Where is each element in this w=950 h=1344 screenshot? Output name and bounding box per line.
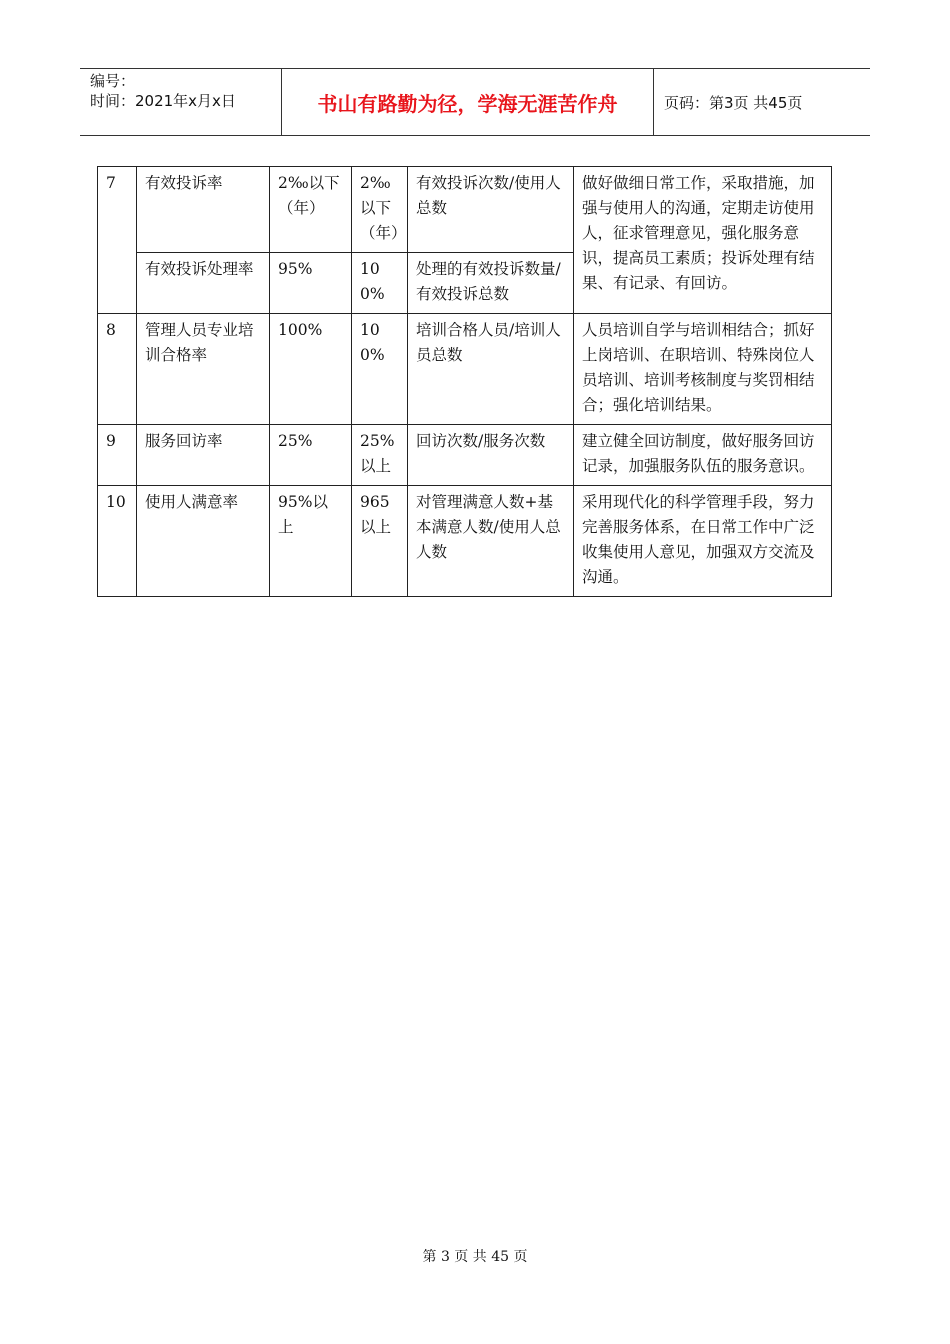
kpi-table bbox=[97, 166, 832, 597]
measure: 人员培训自学与培训相结合；抓好上岗培训、在职培训、特殊岗位人员培训、培训考核制度与奖罚相结合；强化培训结果。 bbox=[574, 314, 832, 425]
measure: 做好做细日常工作，采取措施，加强与使用人的沟通，定期走访使用人，征求管理意见，强化服务意识，提高员工素质；投诉处理有结果、有记录、有回访。 bbox=[574, 167, 832, 314]
measure: 采用现代化的科学管理手段，努力完善服务体系，在日常工作中广泛收集使用人意见，加强双方交流及沟通。 bbox=[574, 486, 832, 597]
target-value: 25%以上 bbox=[352, 425, 408, 486]
row-number: 8 bbox=[98, 314, 137, 425]
formula: 对管理满意人数+基本满意人数/使用人总人数 bbox=[408, 486, 574, 597]
target-value: 100% bbox=[352, 253, 408, 314]
target-value: 2‰以下（年） bbox=[352, 167, 408, 253]
table-row bbox=[98, 425, 832, 486]
indicator-name: 使用人满意率 bbox=[137, 486, 270, 597]
header-info bbox=[80, 69, 282, 135]
formula: 培训合格人员/培训人员总数 bbox=[408, 314, 574, 425]
target-value: 100% bbox=[352, 314, 408, 425]
table-row bbox=[98, 167, 832, 253]
indicator-name: 有效投诉率 bbox=[137, 167, 270, 253]
standard-value: 95% bbox=[270, 253, 352, 314]
header-page-number: 页码：第3页 共45页 bbox=[664, 93, 803, 112]
standard-value: 100% bbox=[270, 314, 352, 425]
indicator-name: 有效投诉处理率 bbox=[137, 253, 270, 314]
target-value: 965以上 bbox=[352, 486, 408, 597]
formula: 回访次数/服务次数 bbox=[408, 425, 574, 486]
standard-value: 2‰以下（年） bbox=[270, 167, 352, 253]
indicator-name: 管理人员专业培训合格率 bbox=[137, 314, 270, 425]
table-row bbox=[98, 486, 832, 597]
row-number: 9 bbox=[98, 425, 137, 486]
page-footer: 第 3 页 共 45 页 bbox=[422, 1249, 528, 1265]
formula: 处理的有效投诉数量/有效投诉总数 bbox=[408, 253, 574, 314]
standard-value: 25% bbox=[270, 425, 352, 486]
row-number: 10 bbox=[98, 486, 137, 597]
header-motto: 书山有路勤为径，学海无涯苦作舟 bbox=[282, 69, 654, 135]
code-label: 编号： bbox=[90, 72, 136, 90]
page-header bbox=[80, 68, 870, 136]
measure: 建立健全回访制度，做好服务回访记录，加强服务队伍的服务意识。 bbox=[574, 425, 832, 486]
row-number: 7 bbox=[98, 167, 137, 314]
table-row bbox=[98, 314, 832, 425]
date-label: 时间：2021年x月x日 bbox=[90, 92, 236, 110]
formula: 有效投诉次数/使用人总数 bbox=[408, 167, 574, 253]
indicator-name: 服务回访率 bbox=[137, 425, 270, 486]
standard-value: 95%以上 bbox=[270, 486, 352, 597]
